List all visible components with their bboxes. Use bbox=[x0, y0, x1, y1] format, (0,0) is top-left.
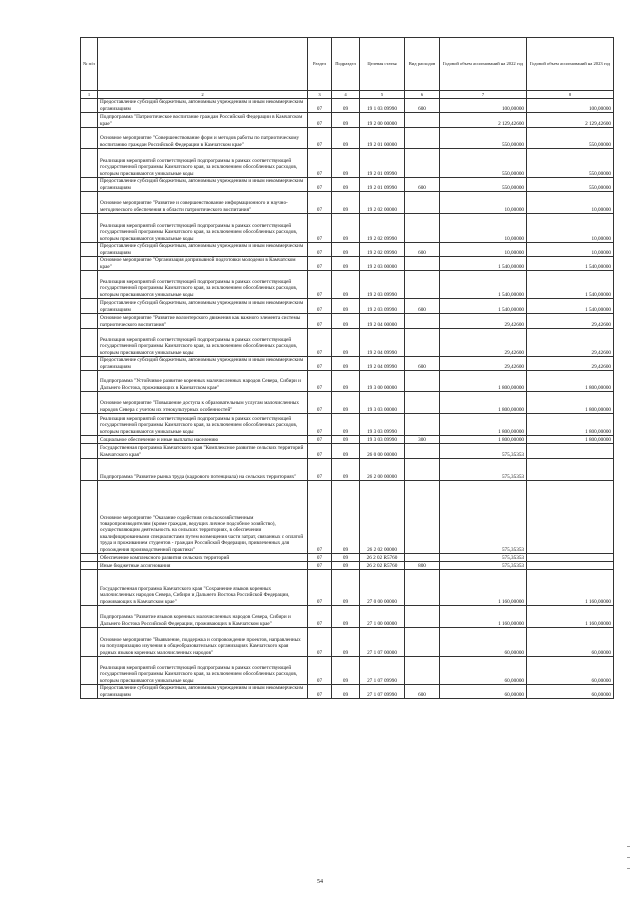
row-expense-type bbox=[405, 257, 440, 271]
row-subsection: 09 bbox=[332, 657, 360, 685]
row-subsection: 09 bbox=[332, 99, 360, 113]
header-subsection: Подраздел bbox=[332, 38, 360, 91]
row-expense-type bbox=[405, 414, 440, 436]
row-name: Обеспечение комплексного развития сельских территорий bbox=[98, 554, 308, 562]
header-section: Раздел bbox=[308, 38, 332, 91]
row-amount-2022: 1 160,00000 bbox=[440, 606, 527, 628]
row-number-cell bbox=[81, 444, 98, 459]
table-header-row bbox=[81, 38, 614, 91]
row-target-article: 26 2 00 00000 bbox=[360, 459, 405, 481]
row-name: Социальное обеспечение и иные выплаты населению bbox=[98, 436, 308, 444]
row-amount-2022: 550,00000 bbox=[440, 149, 527, 178]
row-number-cell bbox=[81, 214, 98, 243]
row-amount-2023: 60,00000 bbox=[527, 685, 614, 699]
table-row bbox=[81, 357, 614, 371]
row-expense-type bbox=[405, 149, 440, 178]
table-row bbox=[81, 554, 614, 562]
row-number-cell bbox=[81, 257, 98, 271]
row-target-article: 19 2 04 00000 bbox=[360, 314, 405, 329]
row-amount-2023: 550,00000 bbox=[527, 128, 614, 149]
row-target-article: 19 3 03 00000 bbox=[360, 392, 405, 414]
row-number-cell bbox=[81, 149, 98, 178]
row-target-article: 19 2 04 09990 bbox=[360, 357, 405, 371]
scan-edge-mark bbox=[627, 868, 630, 869]
table-row bbox=[81, 606, 614, 628]
row-expense-type bbox=[405, 271, 440, 299]
row-subsection: 09 bbox=[332, 414, 360, 436]
row-expense-type bbox=[405, 314, 440, 329]
header-name bbox=[98, 38, 308, 91]
table-row bbox=[81, 243, 614, 257]
row-amount-2023 bbox=[527, 459, 614, 481]
table-row bbox=[81, 329, 614, 357]
row-amount-2022: 29,42600 bbox=[440, 357, 527, 371]
row-name: Подпрограмма "Развитие языков коренных малочисленных народов Севера, Сибири и Дальнего Востока Российской Федерации, проживающих в Камчатском крае" bbox=[98, 606, 308, 628]
row-expense-type bbox=[405, 214, 440, 243]
table-row bbox=[81, 628, 614, 657]
row-expense-type: 600 bbox=[405, 299, 440, 314]
row-amount-2023: 29,42600 bbox=[527, 314, 614, 329]
row-target-article: 27 1 07 09990 bbox=[360, 657, 405, 685]
row-name: Основное мероприятие "Выявление, поддержка и сопровождение проектов, направленных на популяризацию изучения в общеобразовательных организациях Камчатского края родных языков коренных малочисленных народов" bbox=[98, 628, 308, 657]
row-amount-2022: 550,00000 bbox=[440, 178, 527, 192]
table-row bbox=[81, 314, 614, 329]
row-section: 07 bbox=[308, 392, 332, 414]
row-expense-type bbox=[405, 192, 440, 214]
table-row bbox=[81, 299, 614, 314]
table-row bbox=[81, 685, 614, 699]
row-section: 07 bbox=[308, 371, 332, 392]
row-number-cell bbox=[81, 192, 98, 214]
row-subsection: 09 bbox=[332, 178, 360, 192]
row-subsection: 09 bbox=[332, 314, 360, 329]
row-number-cell bbox=[81, 657, 98, 685]
row-amount-2023: 10,00000 bbox=[527, 243, 614, 257]
row-name: Основное мероприятие "Развитие и совершенствование информационного и научно-методического обеспечения в области патриотического воспитания" bbox=[98, 192, 308, 214]
row-amount-2023: 2 129,42600 bbox=[527, 113, 614, 128]
header-target-article: Целевая статья bbox=[360, 38, 405, 91]
row-target-article: 26 2 02 R5760 bbox=[360, 562, 405, 570]
row-number-cell bbox=[81, 271, 98, 299]
column-number: 2 bbox=[98, 91, 308, 99]
table-row bbox=[81, 178, 614, 192]
row-number-cell bbox=[81, 481, 98, 554]
row-name: Подпрограмма "Развитие рынка труда (кадрового потенциала) на сельских территориях" bbox=[98, 459, 308, 481]
row-subsection: 09 bbox=[332, 481, 360, 554]
table-row bbox=[81, 257, 614, 271]
row-expense-type bbox=[405, 371, 440, 392]
scan-edge-mark bbox=[627, 846, 630, 847]
row-amount-2023: 10,00000 bbox=[527, 214, 614, 243]
row-section: 07 bbox=[308, 414, 332, 436]
row-subsection: 09 bbox=[332, 436, 360, 444]
row-expense-type: 600 bbox=[405, 178, 440, 192]
row-expense-type bbox=[405, 554, 440, 562]
row-amount-2022: 29,42600 bbox=[440, 314, 527, 329]
row-number-cell bbox=[81, 314, 98, 329]
row-section: 07 bbox=[308, 257, 332, 271]
row-expense-type bbox=[405, 128, 440, 149]
column-number: 1 bbox=[81, 91, 98, 99]
column-number: 4 bbox=[332, 91, 360, 99]
table-row bbox=[81, 436, 614, 444]
row-name: Основное мероприятие "Повышение доступа к образовательным услугам малочисленных народов Севера с учетом их этнокультурных особенностей" bbox=[98, 392, 308, 414]
header-amount-2023: Годовой объем ассигнований на 2023 год bbox=[527, 38, 614, 91]
row-subsection: 09 bbox=[332, 357, 360, 371]
row-expense-type bbox=[405, 329, 440, 357]
row-target-article: 19 2 00 00000 bbox=[360, 113, 405, 128]
row-amount-2022: 60,00000 bbox=[440, 657, 527, 685]
column-number: 5 bbox=[360, 91, 405, 99]
row-number-cell bbox=[81, 99, 98, 113]
row-number-cell bbox=[81, 392, 98, 414]
row-section: 07 bbox=[308, 178, 332, 192]
row-section: 07 bbox=[308, 271, 332, 299]
row-target-article: 27 1 07 09990 bbox=[360, 685, 405, 699]
row-number-cell bbox=[81, 685, 98, 699]
row-subsection: 09 bbox=[332, 271, 360, 299]
row-number-cell bbox=[81, 436, 98, 444]
row-name: Основное мероприятие "Развитие волонтерского движения как важного элемента системы патриотического воспитания" bbox=[98, 314, 308, 329]
row-number-cell bbox=[81, 414, 98, 436]
table-row bbox=[81, 271, 614, 299]
row-amount-2022: 2 129,42600 bbox=[440, 113, 527, 128]
table-row bbox=[81, 444, 614, 459]
row-section: 07 bbox=[308, 562, 332, 570]
page-number: 54 bbox=[317, 879, 323, 885]
row-expense-type bbox=[405, 657, 440, 685]
row-number-cell bbox=[81, 128, 98, 149]
row-amount-2022: 1 800,00000 bbox=[440, 392, 527, 414]
row-number-cell bbox=[81, 329, 98, 357]
row-amount-2023 bbox=[527, 562, 614, 570]
row-amount-2022: 575,35353 bbox=[440, 459, 527, 481]
row-section: 07 bbox=[308, 554, 332, 562]
row-expense-type bbox=[405, 459, 440, 481]
table-row bbox=[81, 562, 614, 570]
table-row bbox=[81, 149, 614, 178]
row-name: Иные бюджетные ассигнования bbox=[98, 562, 308, 570]
row-name: Предоставление субсидий бюджетным, автономным учреждениям и иным некоммерческим организациям bbox=[98, 299, 308, 314]
row-name: Государственная программа Камчатского края "Сохранение языков коренных малочисленных народов Севера, Сибири и Дальнего Востока Российской Федерации, проживающих в Камчатском крае" bbox=[98, 570, 308, 606]
row-amount-2022: 60,00000 bbox=[440, 628, 527, 657]
row-amount-2022: 575,35353 bbox=[440, 444, 527, 459]
row-section: 07 bbox=[308, 444, 332, 459]
row-subsection: 09 bbox=[332, 444, 360, 459]
row-number-cell bbox=[81, 459, 98, 481]
row-subsection: 09 bbox=[332, 392, 360, 414]
row-amount-2022: 1 800,00000 bbox=[440, 436, 527, 444]
row-section: 07 bbox=[308, 314, 332, 329]
row-number-cell bbox=[81, 243, 98, 257]
table-row bbox=[81, 214, 614, 243]
row-subsection: 09 bbox=[332, 257, 360, 271]
row-name: Предоставление субсидий бюджетным, автономным учреждениям и иным некоммерческим организациям bbox=[98, 357, 308, 371]
row-amount-2023 bbox=[527, 554, 614, 562]
row-section: 07 bbox=[308, 436, 332, 444]
table-row bbox=[81, 657, 614, 685]
row-expense-type bbox=[405, 628, 440, 657]
row-subsection: 09 bbox=[332, 113, 360, 128]
row-amount-2022: 29,42600 bbox=[440, 329, 527, 357]
row-subsection: 09 bbox=[332, 329, 360, 357]
row-section: 07 bbox=[308, 606, 332, 628]
row-expense-type: 800 bbox=[405, 562, 440, 570]
row-target-article: 19 3 03 09990 bbox=[360, 414, 405, 436]
row-target-article: 27 0 00 00000 bbox=[360, 570, 405, 606]
row-number-cell bbox=[81, 554, 98, 562]
row-name: Предоставление субсидий бюджетным, автономным учреждениям и иным некоммерческим организациям bbox=[98, 685, 308, 699]
row-name: Основное мероприятие "Совершенствование форм и методов работы по патриотическому воспитанию граждан Российской Федерации в Камчатском крае" bbox=[98, 128, 308, 149]
row-section: 07 bbox=[308, 657, 332, 685]
row-amount-2023: 550,00000 bbox=[527, 149, 614, 178]
row-amount-2023: 1 800,00000 bbox=[527, 414, 614, 436]
row-name: Подпрограмма "Устойчивое развитие коренных малочисленных народов Севера, Сибири и Дальнего Востока, проживающих в Камчатском крае" bbox=[98, 371, 308, 392]
row-subsection: 09 bbox=[332, 149, 360, 178]
row-expense-type bbox=[405, 481, 440, 554]
row-amount-2023: 1 540,00000 bbox=[527, 271, 614, 299]
row-target-article: 19 3 03 09990 bbox=[360, 436, 405, 444]
row-section: 07 bbox=[308, 99, 332, 113]
row-subsection: 09 bbox=[332, 570, 360, 606]
row-amount-2022: 10,00000 bbox=[440, 192, 527, 214]
row-expense-type bbox=[405, 392, 440, 414]
row-number-cell bbox=[81, 606, 98, 628]
row-subsection: 09 bbox=[332, 128, 360, 149]
row-amount-2022: 1 540,00000 bbox=[440, 271, 527, 299]
row-expense-type: 600 bbox=[405, 243, 440, 257]
row-amount-2023: 1 540,00000 bbox=[527, 299, 614, 314]
row-name: Государственная программа Камчатского края "Комплексное развитие сельских территорий Камчатского края" bbox=[98, 444, 308, 459]
row-number-cell bbox=[81, 178, 98, 192]
row-name: Реализация мероприятий соответствующей подпрограммы в рамках соответствующей государственной программы Камчатского края, за исключением обособленных расходов, которым присваиваются уникальные коды bbox=[98, 657, 308, 685]
table-row bbox=[81, 113, 614, 128]
table-row bbox=[81, 570, 614, 606]
row-section: 07 bbox=[308, 149, 332, 178]
row-amount-2023 bbox=[527, 444, 614, 459]
row-target-article: 19 2 03 09990 bbox=[360, 271, 405, 299]
row-amount-2022: 1 800,00000 bbox=[440, 371, 527, 392]
row-amount-2023: 1 160,00000 bbox=[527, 570, 614, 606]
column-number: 8 bbox=[527, 91, 614, 99]
row-target-article: 27 1 07 00000 bbox=[360, 628, 405, 657]
header-expense-type: Вид расходов bbox=[405, 38, 440, 91]
row-section: 07 bbox=[308, 481, 332, 554]
row-expense-type: 300 bbox=[405, 436, 440, 444]
table-row bbox=[81, 192, 614, 214]
table-row bbox=[81, 392, 614, 414]
row-amount-2023: 100,00000 bbox=[527, 99, 614, 113]
row-target-article: 19 2 01 09990 bbox=[360, 149, 405, 178]
row-section: 07 bbox=[308, 628, 332, 657]
row-amount-2022: 575,35353 bbox=[440, 481, 527, 554]
row-subsection: 09 bbox=[332, 459, 360, 481]
row-amount-2022: 1 800,00000 bbox=[440, 414, 527, 436]
row-target-article: 19 2 02 09990 bbox=[360, 214, 405, 243]
row-amount-2022: 1 540,00000 bbox=[440, 257, 527, 271]
row-section: 07 bbox=[308, 357, 332, 371]
row-target-article: 19 2 03 09990 bbox=[360, 299, 405, 314]
row-target-article: 26 2 02 00000 bbox=[360, 481, 405, 554]
row-expense-type bbox=[405, 113, 440, 128]
table-row bbox=[81, 459, 614, 481]
row-section: 07 bbox=[308, 299, 332, 314]
row-target-article: 19 1 03 09990 bbox=[360, 99, 405, 113]
row-number-cell bbox=[81, 628, 98, 657]
row-subsection: 09 bbox=[332, 299, 360, 314]
row-name: Предоставление субсидий бюджетным, автономным учреждениям и иным некоммерческим организациям bbox=[98, 243, 308, 257]
row-section: 07 bbox=[308, 192, 332, 214]
row-subsection: 09 bbox=[332, 562, 360, 570]
row-amount-2023: 10,00000 bbox=[527, 192, 614, 214]
row-name: Предоставление субсидий бюджетным, автономным учреждениям и иным некоммерческим организациям bbox=[98, 178, 308, 192]
row-subsection: 09 bbox=[332, 606, 360, 628]
row-expense-type: 600 bbox=[405, 357, 440, 371]
table-row bbox=[81, 99, 614, 113]
column-number: 6 bbox=[405, 91, 440, 99]
row-amount-2023: 1 800,00000 bbox=[527, 371, 614, 392]
row-amount-2023: 60,00000 bbox=[527, 628, 614, 657]
row-amount-2023: 29,42600 bbox=[527, 329, 614, 357]
row-section: 07 bbox=[308, 685, 332, 699]
row-number-cell bbox=[81, 357, 98, 371]
row-expense-type bbox=[405, 444, 440, 459]
row-amount-2023: 1 800,00000 bbox=[527, 436, 614, 444]
row-expense-type: 600 bbox=[405, 685, 440, 699]
row-number-cell bbox=[81, 570, 98, 606]
scan-edge-mark bbox=[627, 857, 630, 858]
row-number-cell bbox=[81, 371, 98, 392]
row-name: Предоставление субсидий бюджетным, автономным учреждениям и иным некоммерческим организациям bbox=[98, 99, 308, 113]
row-expense-type bbox=[405, 606, 440, 628]
row-amount-2023 bbox=[527, 481, 614, 554]
row-section: 07 bbox=[308, 128, 332, 149]
row-section: 07 bbox=[308, 329, 332, 357]
row-amount-2023: 1 800,00000 bbox=[527, 392, 614, 414]
row-number-cell bbox=[81, 562, 98, 570]
row-subsection: 09 bbox=[332, 685, 360, 699]
row-amount-2022: 575,35353 bbox=[440, 554, 527, 562]
row-subsection: 09 bbox=[332, 214, 360, 243]
row-amount-2023: 29,42600 bbox=[527, 357, 614, 371]
row-section: 07 bbox=[308, 214, 332, 243]
row-section: 07 bbox=[308, 570, 332, 606]
row-section: 07 bbox=[308, 243, 332, 257]
row-target-article: 19 2 01 00000 bbox=[360, 128, 405, 149]
row-subsection: 09 bbox=[332, 243, 360, 257]
row-target-article: 19 2 01 09990 bbox=[360, 178, 405, 192]
row-subsection: 09 bbox=[332, 192, 360, 214]
row-amount-2022: 1 540,00000 bbox=[440, 299, 527, 314]
row-amount-2023: 1 540,00000 bbox=[527, 257, 614, 271]
row-target-article: 26 2 02 R5760 bbox=[360, 554, 405, 562]
row-name: Основное мероприятие "Оказание содействия сельскохозяйственным товаропроизводителям (кроме граждан, ведущих личное подсобное хозяйство), осуществляющим деятельность на сельских территориях, в обеспечении квалифицированными специалистами путем возмещения части затрат, связанных с оплатой труда и проживанием студентов - граждан Российской Федерации, привлеченных для прохождения производственной практики" bbox=[98, 481, 308, 554]
row-target-article: 19 2 03 00000 bbox=[360, 257, 405, 271]
row-target-article: 26 0 00 00000 bbox=[360, 444, 405, 459]
row-section: 07 bbox=[308, 459, 332, 481]
row-name: Реализация мероприятий соответствующей подпрограммы в рамках соответствующей государственной программы Камчатского края, за исключением обособленных расходов, которым присваиваются уникальные коды bbox=[98, 329, 308, 357]
row-amount-2022: 60,00000 bbox=[440, 685, 527, 699]
row-amount-2023: 60,00000 bbox=[527, 657, 614, 685]
row-amount-2022: 1 160,00000 bbox=[440, 570, 527, 606]
row-amount-2023: 1 160,00000 bbox=[527, 606, 614, 628]
row-name: Реализация мероприятий соответствующей подпрограммы в рамках соответствующей государственной программы Камчатского края, за исключением обособленных расходов, которым присваиваются уникальные коды bbox=[98, 414, 308, 436]
row-target-article: 19 2 02 09990 bbox=[360, 243, 405, 257]
column-number: 3 bbox=[308, 91, 332, 99]
row-target-article: 19 2 04 09990 bbox=[360, 329, 405, 357]
row-target-article: 19 3 00 00000 bbox=[360, 371, 405, 392]
row-number-cell bbox=[81, 299, 98, 314]
table-body bbox=[81, 91, 614, 699]
row-amount-2023: 550,00000 bbox=[527, 178, 614, 192]
row-target-article: 27 1 00 00000 bbox=[360, 606, 405, 628]
header-num: № п/п bbox=[81, 38, 98, 91]
budget-allocation-table bbox=[80, 37, 614, 699]
table-row bbox=[81, 481, 614, 554]
row-number-cell bbox=[81, 113, 98, 128]
row-section: 07 bbox=[308, 113, 332, 128]
row-amount-2022: 575,35353 bbox=[440, 562, 527, 570]
row-amount-2022: 10,00000 bbox=[440, 243, 527, 257]
row-expense-type bbox=[405, 570, 440, 606]
row-name: Реализация мероприятий соответствующей подпрограммы в рамках соответствующей государственной программы Камчатского края, за исключением обособленных расходов, которым присваиваются уникальные коды bbox=[98, 214, 308, 243]
column-number-row bbox=[81, 91, 614, 99]
column-number: 7 bbox=[440, 91, 527, 99]
row-amount-2022: 10,00000 bbox=[440, 214, 527, 243]
table-row bbox=[81, 128, 614, 149]
row-target-article: 19 2 02 00000 bbox=[360, 192, 405, 214]
row-amount-2022: 550,00000 bbox=[440, 128, 527, 149]
table-row bbox=[81, 414, 614, 436]
row-subsection: 09 bbox=[332, 554, 360, 562]
row-name: Реализация мероприятий соответствующей подпрограммы в рамках соответствующей государственной программы Камчатского края, за исключением обособленных расходов, которым присваиваются уникальные коды bbox=[98, 149, 308, 178]
header-amount-2022: Годовой объем ассигнований на 2022 год bbox=[440, 38, 527, 91]
table-row bbox=[81, 371, 614, 392]
row-name: Реализация мероприятий соответствующей подпрограммы в рамках соответствующей государственной программы Камчатского края, за исключением обособленных расходов, которым присваиваются уникальные коды bbox=[98, 271, 308, 299]
row-amount-2022: 100,00000 bbox=[440, 99, 527, 113]
row-expense-type: 600 bbox=[405, 99, 440, 113]
row-name: Подпрограмма "Патриотическое воспитание граждан Российской Федерации в Камчатском крае" bbox=[98, 113, 308, 128]
row-subsection: 09 bbox=[332, 371, 360, 392]
row-name: Основное мероприятие "Организация допризывной подготовки молодежи в Камчатском крае" bbox=[98, 257, 308, 271]
row-subsection: 09 bbox=[332, 628, 360, 657]
